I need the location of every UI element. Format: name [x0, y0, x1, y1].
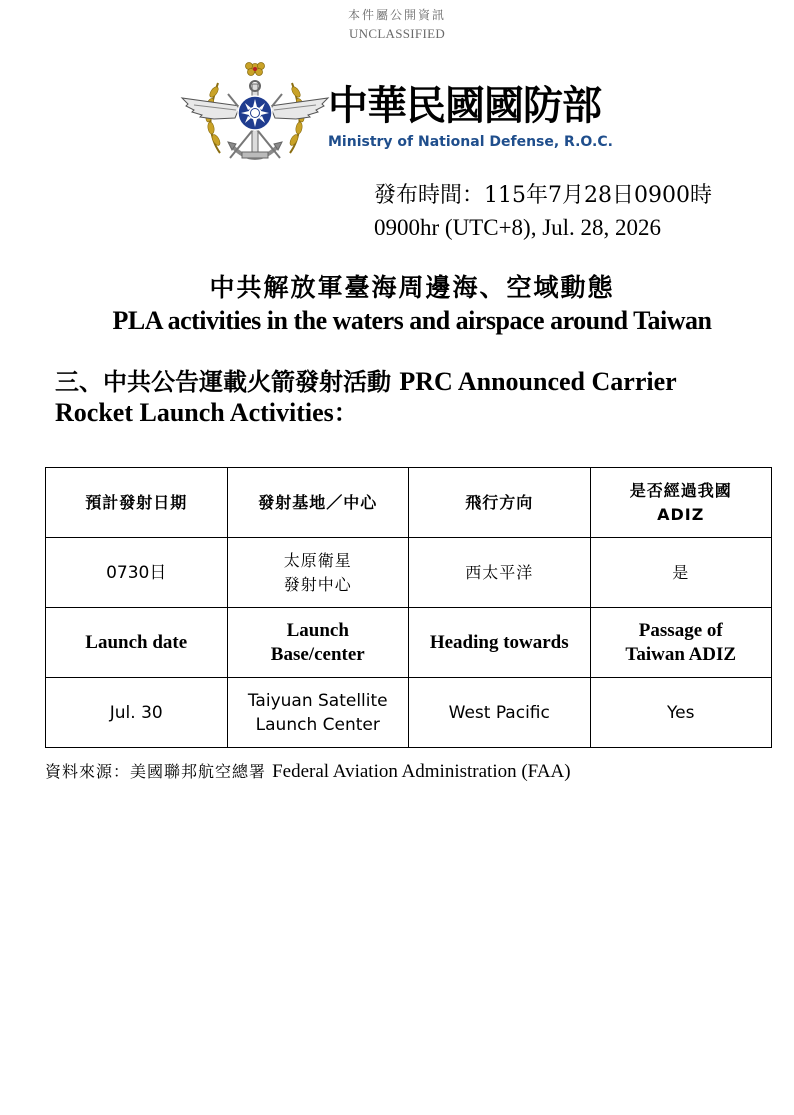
classification-en: UNCLASSIFIED — [348, 26, 446, 41]
header-adiz-zh-line1: 是否經過我國 — [629, 480, 732, 500]
header-heading-en: Heading towards — [409, 608, 591, 678]
launch-table — [45, 467, 772, 748]
page-title-zh: 中共解放軍臺海周邊海、空域動態 — [209, 273, 615, 302]
cell-launch-base-zh-line2: 發射中心 — [283, 574, 352, 594]
header-launch-base-en-line1: Launch — [286, 619, 349, 641]
header-launch-base-en — [227, 608, 409, 678]
cell-launch-date-zh: 0730日 — [46, 538, 228, 608]
cell-launch-date-en: Jul. 30 — [46, 678, 228, 748]
header-adiz-en — [590, 608, 772, 678]
cell-heading-zh: 西太平洋 — [409, 538, 591, 608]
table-row-en — [46, 678, 772, 748]
emblem-sun — [238, 96, 272, 130]
section-heading-zh: 三、中共公告運載火箭發射活動 — [55, 367, 400, 396]
section-heading-en: PRC Announced Carrier Rocket Launch Activities — [55, 367, 677, 427]
release-time-zh: 發布時間：115年7月28日0900時 — [374, 183, 712, 208]
classification-zh: 本件屬公開資訊 — [347, 8, 446, 22]
header-launch-date-en: Launch date — [46, 608, 228, 678]
table-header-row-zh — [46, 468, 772, 538]
header-launch-date-zh: 預計發射日期 — [46, 468, 228, 538]
ministry-name-en: Ministry of National Defense, R.O.C. — [328, 134, 613, 150]
data-source — [45, 759, 571, 785]
header-launch-base-en-line2: Base/center — [270, 643, 365, 665]
release-time-en: 0900hr (UTC+8), Jul. 28, 2026 — [374, 215, 662, 240]
ministry-name-zh: 中華民國國防部 — [328, 83, 601, 129]
data-source-en: Federal Aviation Administration (FAA) — [272, 761, 571, 782]
header-heading-zh: 飛行方向 — [409, 468, 591, 538]
header-adiz-zh — [590, 468, 772, 538]
table-header-row-en — [46, 608, 772, 678]
table-row-zh — [46, 538, 772, 608]
header-adiz-zh-line2: ADIZ — [657, 504, 705, 524]
cell-adiz-zh: 是 — [590, 538, 772, 608]
cell-adiz-en: Yes — [590, 678, 772, 748]
emblem-blossom — [246, 63, 265, 76]
header-adiz-en-line1: Passage of — [638, 619, 723, 641]
section-heading — [55, 366, 755, 428]
data-source-zh: 資料來源：美國聯邦航空總署 — [45, 762, 273, 781]
page-title-en: PLA activities in the waters and airspace around Taiwan — [112, 306, 712, 335]
header-adiz-en-line2: Taiwan ADIZ — [625, 643, 737, 665]
cell-launch-base-en — [227, 678, 409, 748]
mnd-emblem-svg — [180, 58, 330, 174]
cell-launch-base-en-line1: Taiyuan Satellite — [247, 690, 388, 711]
cell-heading-en: West Pacific — [409, 678, 591, 748]
cell-launch-base-zh — [227, 538, 409, 608]
cell-launch-base-en-line2: Launch Center — [255, 714, 380, 735]
section-heading-colon: ： — [333, 398, 358, 427]
cell-launch-base-zh-line1: 太原衛星 — [283, 550, 352, 570]
header-launch-base-zh: 發射基地／中心 — [227, 468, 409, 538]
mnd-emblem-icon — [180, 58, 330, 174]
